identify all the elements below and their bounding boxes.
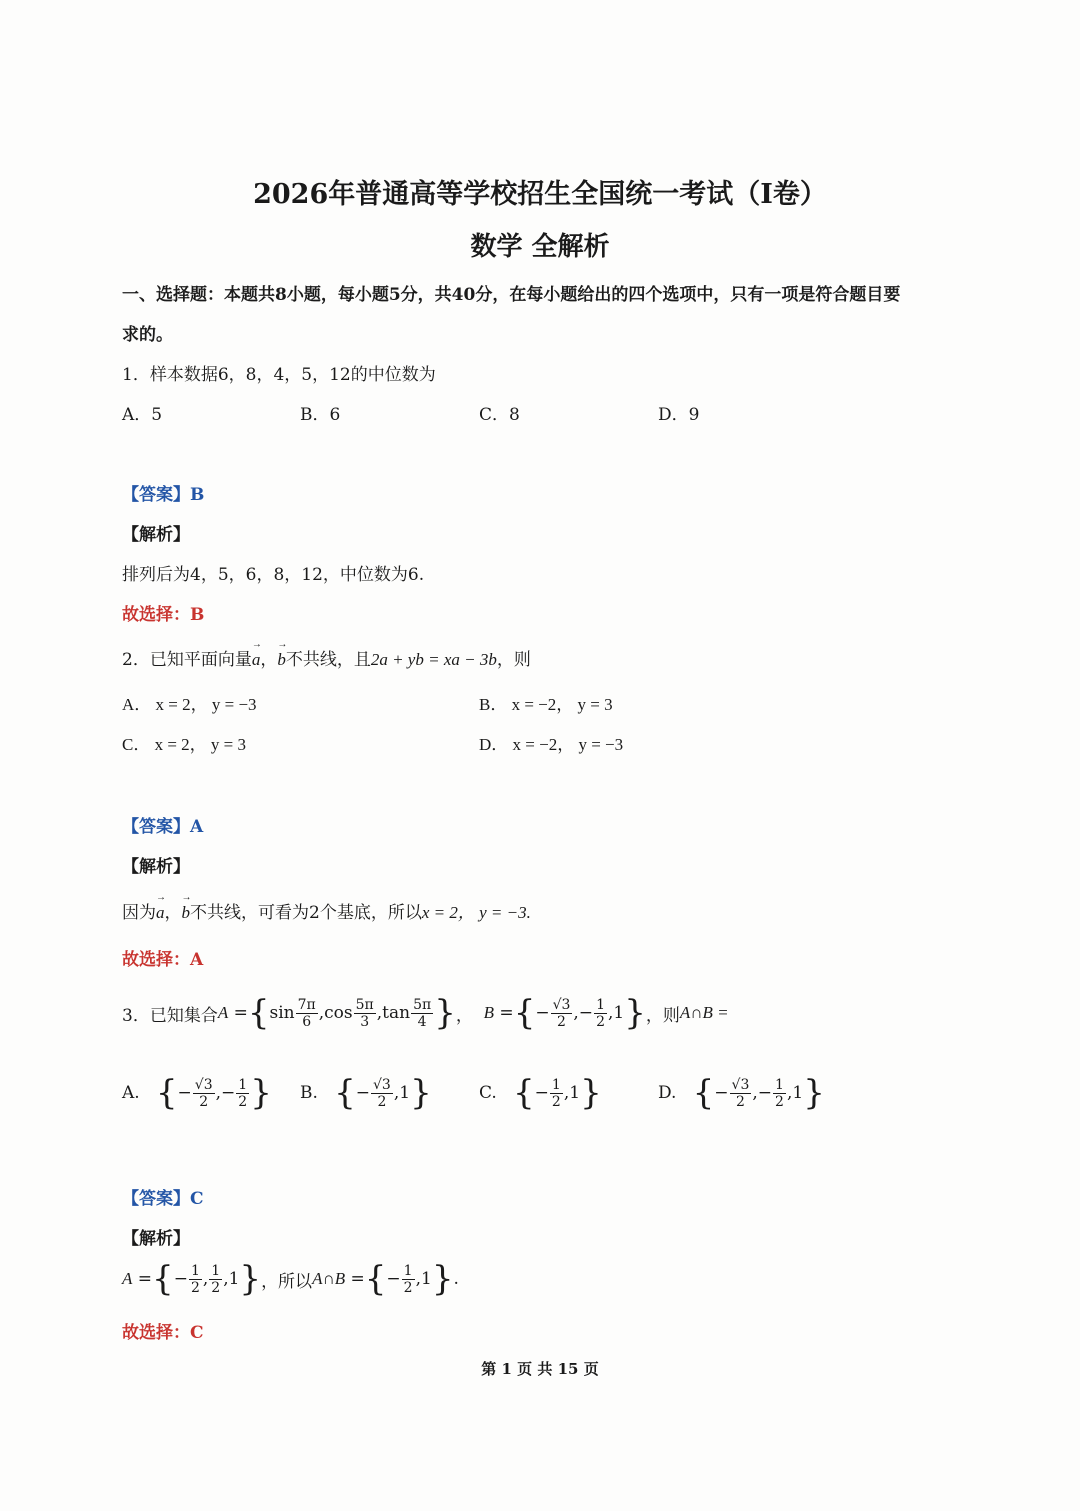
section-heading-line2: 求的。 xyxy=(122,325,173,345)
q2-mid1: ， xyxy=(260,650,278,670)
q2-option-d: D． x = −2， y = −3 xyxy=(479,735,624,754)
page-subtitle: 数学 全解析 xyxy=(470,232,610,262)
q1-option-b: B．6 xyxy=(300,405,341,425)
q3-prefix: 3．已知集合 xyxy=(122,1005,218,1026)
q1-option-d: D．9 xyxy=(658,405,700,425)
q3-option-c-label: C. xyxy=(479,1083,497,1103)
q2-analysis-label: 【解析】 xyxy=(122,857,190,877)
q2-mid1-repeat: ， xyxy=(164,903,182,923)
q3-option-a-label: A. xyxy=(122,1083,140,1103)
q3-option-b: B. { − $\frac{√3}{2}$ ,1 } xyxy=(300,1073,432,1113)
vector-b: → b xyxy=(182,903,191,923)
q2-stem xyxy=(122,645,531,670)
q2-prefix: 2．已知平面向量 xyxy=(122,650,252,670)
q2-option-b: B． x = −2， y = 3 xyxy=(479,695,613,714)
q3-option-d: D. { − $\frac{√3}{2}$ ,− $\frac{1}{2}$ ,1 } xyxy=(658,1073,825,1113)
q3-select: 故选择：C xyxy=(122,1323,204,1343)
q1-option-a: A．5 xyxy=(122,405,163,425)
q3-option-a: A. { − $\frac{√3}{2}$ ,− $\frac{1}{2}$ } xyxy=(122,1073,272,1113)
q1-analysis: 排列后为4，5，6，8，12，中位数为6. xyxy=(122,565,425,585)
q1-select: 故选择：B xyxy=(122,605,205,625)
q3-answer: 【答案】C xyxy=(122,1189,204,1209)
q2-analysis xyxy=(122,898,531,923)
q1-analysis-label: 【解析】 xyxy=(122,525,190,545)
q2-option-c: C． x = 2， y = 3 xyxy=(122,735,247,754)
q2-analysis-pre: 因为 xyxy=(122,903,156,923)
q2-mid2: 不共线，且 xyxy=(285,650,371,670)
q2-suffix: ，则 xyxy=(496,650,531,670)
q2-select: 故选择：A xyxy=(122,950,204,970)
q2-option-a: A． x = 2， y = −3 xyxy=(122,695,257,714)
q3-option-b-label: B. xyxy=(300,1083,318,1103)
vector-a: → a xyxy=(156,903,165,923)
section-heading-line1: 一、选择题：本题共8小题，每小题5分，共40分，在每小题给出的四个选项中，只有一项是符合题目要 xyxy=(122,285,901,305)
q1-answer: 【答案】B xyxy=(122,485,205,505)
q2-equation: 2a + yb = xa − 3b xyxy=(370,650,497,669)
q2-analysis-end: x = 2， y = −3. xyxy=(421,903,531,922)
q3-option-d-label: D. xyxy=(658,1083,677,1103)
page-title: 2026年普通高等学校招生全国统一考试（I卷） xyxy=(253,179,827,210)
vector-a: → a xyxy=(252,650,261,670)
q3-then: ，则 xyxy=(645,1005,680,1026)
q3-analysis-label: 【解析】 xyxy=(122,1229,190,1249)
q2-answer: 【答案】A xyxy=(122,817,204,837)
q3-result: A∩B = xyxy=(679,1003,729,1022)
q3-stem: 3．已知集合 A = { sin $\frac{7\pi}{6}$ ,cos $\frac{5\pi}{3}$ ,tan $\frac{5\pi}{4}$ } ， B = { − $\frac{√3}{2}$ ,− $\frac{1}{2}$ ,1 } ，则 A∩B = xyxy=(122,993,729,1033)
q3-analysis-mid: ，所以 xyxy=(261,1271,313,1292)
q3-analysis: A = { − $\frac{1}{2}$ , $\frac{1}{2}$ ,1 } ，所以 A∩B = { − $\frac{1}{2}$ ,1 } . xyxy=(122,1259,459,1299)
page-footer: 第 1 页 共 15 页 xyxy=(481,1360,599,1378)
vector-b: → b xyxy=(277,650,286,670)
q3-option-c: C. { − $\frac{1}{2}$ ,1 } xyxy=(479,1073,602,1113)
q1-stem: 1．样本数据6，8，4，5，12的中位数为 xyxy=(122,365,436,385)
q2-analysis-mid: 不共线，可看为2个基底，所以 xyxy=(190,903,422,923)
q1-option-c: C．8 xyxy=(479,405,520,425)
